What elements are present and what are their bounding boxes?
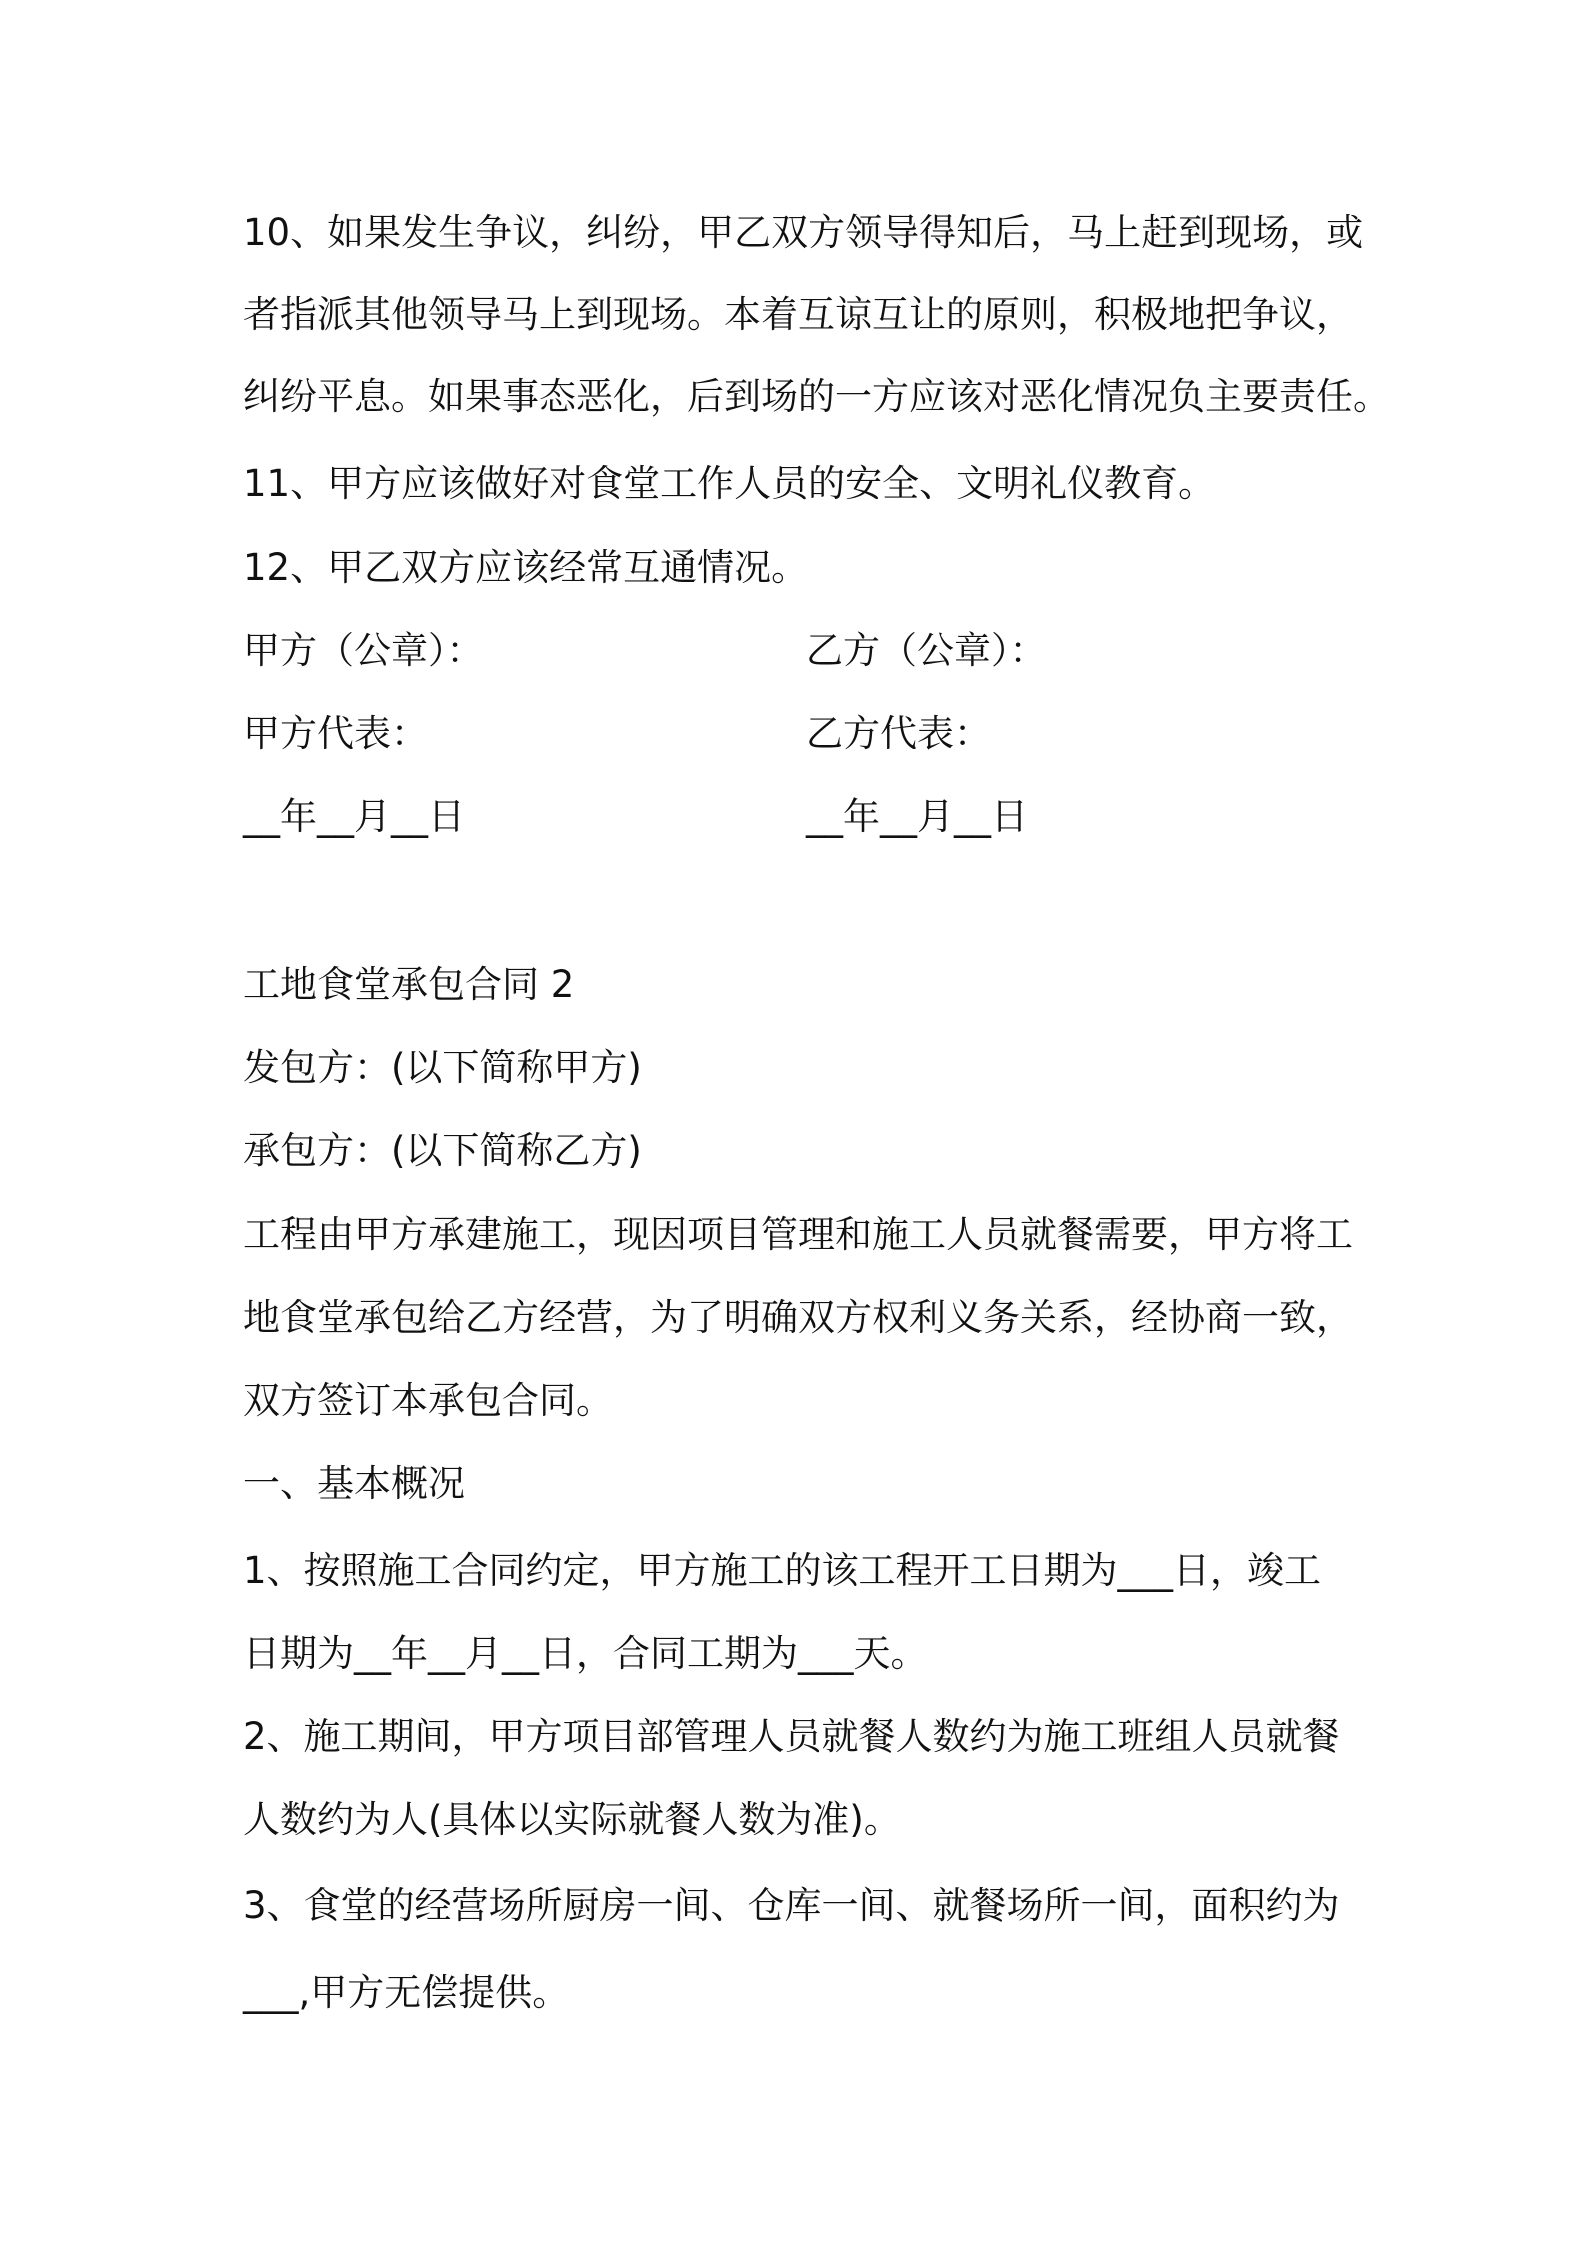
party-b-seal-label: 乙方（公章）： <box>806 629 1047 672</box>
item-2-line-2: 人数约为人(具体以实际就餐人数为准)。 <box>243 1798 901 1841</box>
clause-11: 11、甲方应该做好对食堂工作人员的安全、文明礼仪教育。 <box>243 462 1216 505</box>
contractor-line: 承包方：(以下简称乙方) <box>243 1129 642 1172</box>
issuer-line: 发包方：(以下简称甲方) <box>243 1046 642 1089</box>
intro-line-1: 工程由甲方承建施工，现因项目管理和施工人员就餐需要，甲方将工 <box>243 1213 1353 1256</box>
clause-10-line-2: 者指派其他领导马上到现场。本着互谅互让的原则，积极地把争议， <box>243 293 1353 336</box>
item-1-line-2: 日期为__年__月__日，合同工期为___天。 <box>243 1632 928 1675</box>
item-3-line-2: ___,甲方无偿提供。 <box>243 1971 570 2014</box>
clause-12: 12、甲乙双方应该经常互通情况。 <box>243 546 809 589</box>
party-b-date: __年__月__日 <box>806 795 1028 838</box>
section-1-heading: 一、基本概况 <box>243 1462 465 1505</box>
party-a-representative-label: 甲方代表： <box>243 712 428 755</box>
contract-2-title: 工地食堂承包合同 2 <box>243 963 575 1006</box>
party-b-representative-label: 乙方代表： <box>806 712 991 755</box>
clause-10-line-1: 10、如果发生争议，纠纷，甲乙双方领导得知后，马上赶到现场，或 <box>243 211 1364 254</box>
party-a-seal-label: 甲方（公章）： <box>243 629 484 672</box>
item-1-line-1: 1、按照施工合同约定，甲方施工的该工程开工日期为___日，竣工 <box>243 1549 1322 1592</box>
item-3-line-1: 3、食堂的经营场所厨房一间、仓库一间、就餐场所一间，面积约为 <box>243 1884 1340 1927</box>
party-a-date: __年__月__日 <box>243 795 465 838</box>
intro-line-2: 地食堂承包给乙方经营，为了明确双方权利义务关系，经协商一致， <box>243 1296 1353 1339</box>
intro-line-3: 双方签订本承包合同。 <box>243 1379 613 1422</box>
clause-10-line-3: 纠纷平息。如果事态恶化，后到场的一方应该对恶化情况负主要责任。 <box>243 375 1390 418</box>
item-2-line-1: 2、施工期间，甲方项目部管理人员就餐人数约为施工班组人员就餐 <box>243 1715 1340 1758</box>
